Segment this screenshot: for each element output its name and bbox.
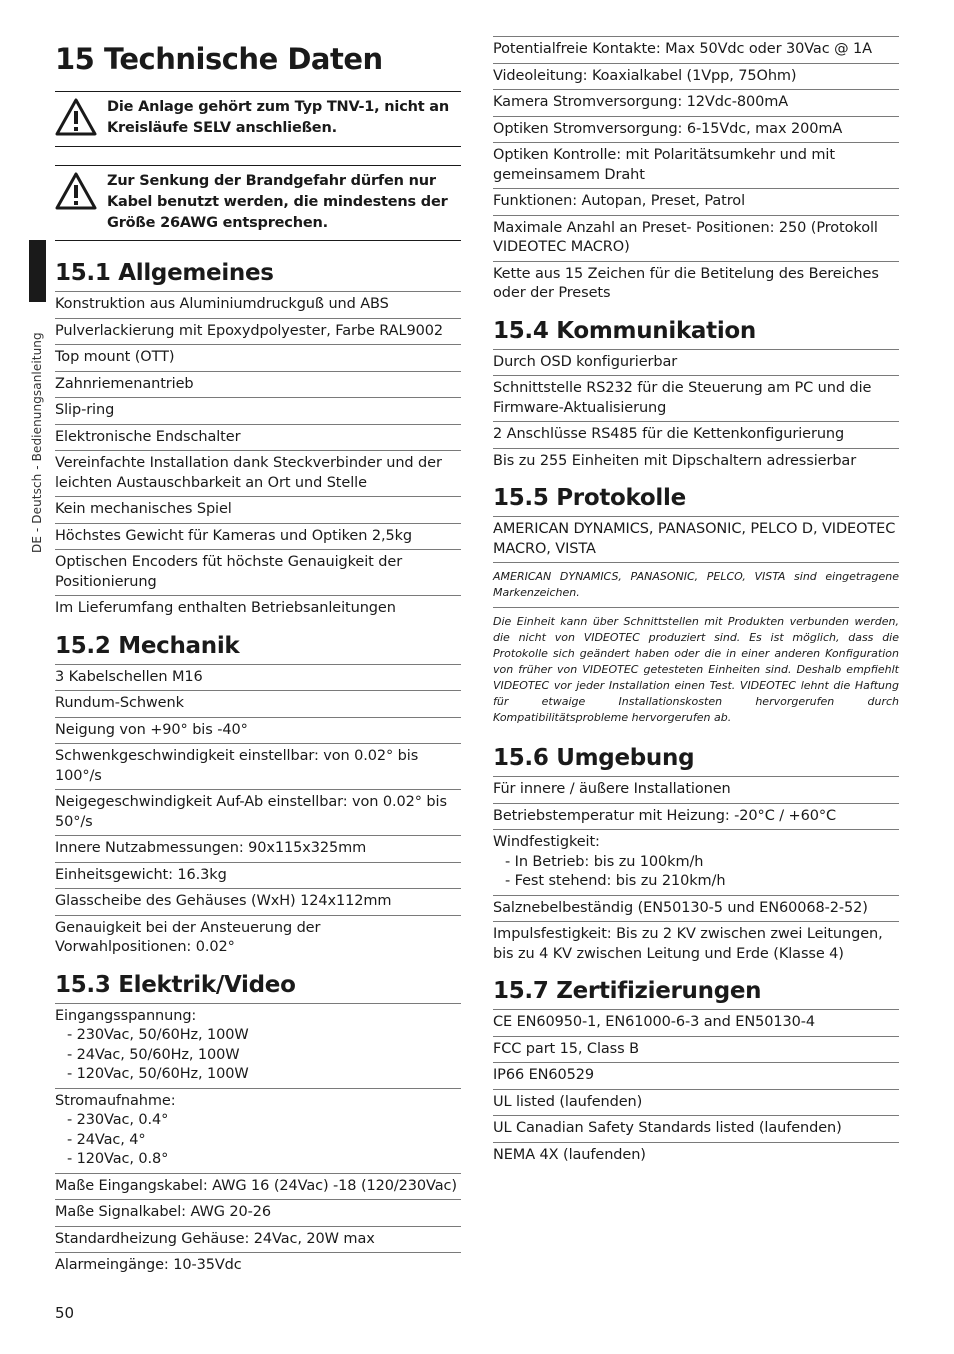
side-language-label: DE - Deutsch - Bedienungsanleitung xyxy=(30,332,44,553)
page-title: 15 Technische Daten xyxy=(55,42,383,76)
list-item: Funktionen: Autopan, Preset, Patrol xyxy=(493,189,899,216)
side-tab-marker xyxy=(29,240,46,302)
warning-text: Zur Senkung der Brandgefahr dürfen nur Kabel benutzt werden, die mindestens der Größe 26AWG entsprechen. xyxy=(107,173,448,231)
list-item-label: Windfestigkeit: xyxy=(493,834,600,850)
list-item: Schwenkgeschwindigkeit einstellbar: von 0.02° bis 100°/s xyxy=(55,744,461,790)
list-item: IP66 EN60529 xyxy=(493,1063,899,1090)
list-item: Pulverlackierung mit Epoxydpolyester, Farbe RAL9002 xyxy=(55,319,461,346)
sub-item: - 120Vac, 50/60Hz, 100W xyxy=(55,1065,461,1085)
sub-item: - Fest stehend: bis zu 210km/h xyxy=(493,872,899,892)
compatibility-note: Die Einheit kann über Schnittstellen mit Produkten verbunden werden, die nicht von VIDEOTEC produziert sind. Es ist möglich, dass die Protokolle sich geändert haben oder die in einer anderen Konfiguration von früher von VIDEOTEC getesteten Einheiten sind. Deshalb empfiehlt VIDEOTEC vor jeder Installation einen Test. VIDEOTEC lehnt die Haftung für etwaige Installationskosten hervorgerufen durch Kompatibilitätsprobleme hervorgerufen ab. xyxy=(493,615,899,724)
list-item: Maße Signalkabel: AWG 20-26 xyxy=(55,1200,461,1227)
page-number: 50 xyxy=(55,1304,75,1322)
list-item: Einheitsgewicht: 16.3kg xyxy=(55,863,461,890)
list-item: Zahnriemenantrieb xyxy=(55,372,461,399)
list-item: Neigegeschwindigkeit Auf-Ab einstellbar: von 0.02° bis 50°/s xyxy=(55,790,461,836)
sub-item: - In Betrieb: bis zu 100km/h xyxy=(493,853,899,873)
right-column xyxy=(493,36,899,1168)
list-item: Slip-ring xyxy=(55,398,461,425)
umgebung-list xyxy=(493,777,899,967)
warning-text: Die Anlage gehört zum Typ TNV-1, nicht an Kreisläufe SELV anschließen. xyxy=(107,99,450,136)
list-item-label: Stromaufnahme: xyxy=(55,1092,176,1109)
list-item: Höchstes Gewicht für Kameras und Optiken 2,5kg xyxy=(55,524,461,551)
list-item xyxy=(493,830,899,896)
elektrik-list xyxy=(55,1004,461,1279)
list-item: Elektronische Endschalter xyxy=(55,425,461,452)
list-item: Optiken Stromversorgung: 6-15Vdc, max 200mA xyxy=(493,117,899,144)
list-item: Maximale Anzahl an Preset- Positionen: 250 (Protokoll VIDEOTEC MACRO) xyxy=(493,216,899,262)
list-item: Rundum-Schwenk xyxy=(55,691,461,718)
list-item: Videoleitung: Koaxialkabel (1Vpp, 75Ohm) xyxy=(493,64,899,91)
sub-item: - 230Vac, 0.4° xyxy=(55,1111,461,1131)
warning-triangle-icon xyxy=(55,97,99,140)
zertifizierungen-list xyxy=(493,1010,899,1168)
list-item: Alarmeingänge: 10-35Vdc xyxy=(55,1257,242,1273)
list-item: UL listed (laufenden) xyxy=(493,1090,899,1117)
elektrik-continued-list xyxy=(493,36,899,307)
list-item: Potentialfreie Kontakte: Max 50Vdc oder 30Vac @ 1A xyxy=(493,37,899,64)
list-item: Impulsfestigkeit: Bis zu 2 KV zwischen zwei Leitungen, bis zu 4 KV zwischen Leitung und Erde (Klasse 4) xyxy=(493,926,883,962)
trademark-note: AMERICAN DYNAMICS, PANASONIC, PELCO, VISTA sind eingetragene Markenzeichen. xyxy=(493,563,899,608)
list-item: Kamera Stromversorgung: 12Vdc-800mA xyxy=(493,90,899,117)
list-item: Für innere / äußere Installationen xyxy=(493,777,899,804)
sub-item: - 24Vac, 4° xyxy=(55,1131,461,1151)
list-item: AMERICAN DYNAMICS, PANASONIC, PELCO D, VIDEOTEC MACRO, VISTA xyxy=(493,517,899,563)
mechanik-list xyxy=(55,665,461,961)
sub-item: - 230Vac, 50/60Hz, 100W xyxy=(55,1026,461,1046)
section-heading-zertifizierungen: 15.7 Zertifizierungen xyxy=(493,967,899,1010)
list-item: NEMA 4X (laufenden) xyxy=(493,1146,646,1163)
list-item: Schnittstelle RS232 für die Steuerung am PC und die Firmware-Aktualisierung xyxy=(493,376,899,422)
allgemeines-list xyxy=(55,292,461,622)
list-item: Top mount (OTT) xyxy=(55,345,461,372)
list-item: Salznebelbeständig (EN50130-5 und EN60068-2-52) xyxy=(493,896,899,923)
sub-item: - 120Vac, 0.8° xyxy=(55,1150,461,1170)
list-item xyxy=(55,1004,461,1089)
list-item-label: Eingangsspannung: xyxy=(55,1007,197,1024)
list-item: Kein mechanisches Spiel xyxy=(55,497,461,524)
list-item: 3 Kabelschellen M16 xyxy=(55,665,461,692)
list-item: Glasscheibe des Gehäuses (WxH) 124x112mm xyxy=(55,889,461,916)
sub-item: - 24Vac, 50/60Hz, 100W xyxy=(55,1046,461,1066)
list-item: Optiken Kontrolle: mit Polaritätsumkehr und mit gemeinsamem Draht xyxy=(493,143,899,189)
protokolle-list xyxy=(493,517,899,563)
list-item: Durch OSD konfigurierbar xyxy=(493,350,899,377)
list-item: CE EN60950-1, EN61000-6-3 and EN50130-4 xyxy=(493,1010,899,1037)
section-heading-protokolle: 15.5 Protokolle xyxy=(493,474,899,517)
warning-box xyxy=(55,165,461,241)
list-item: Maße Eingangskabel: AWG 16 (24Vac) -18 (120/230Vac) xyxy=(55,1174,461,1201)
section-heading-umgebung: 15.6 Umgebung xyxy=(493,734,899,777)
section-heading-allgemeines: 15.1 Allgemeines xyxy=(55,259,461,292)
warning-triangle-icon xyxy=(55,171,99,214)
list-item: Innere Nutzabmessungen: 90x115x325mm xyxy=(55,836,461,863)
list-item: FCC part 15, Class B xyxy=(493,1037,899,1064)
list-item: Kette aus 15 Zeichen für die Betitelung des Bereiches oder der Presets xyxy=(493,265,879,301)
list-item: Standardheizung Gehäuse: 24Vac, 20W max xyxy=(55,1227,461,1254)
warning-box xyxy=(55,91,461,147)
section-heading-elektrik: 15.3 Elektrik/Video xyxy=(55,961,461,1004)
list-item: Im Lieferumfang enthalten Betriebsanleitungen xyxy=(55,600,396,616)
list-item: Betriebstemperatur mit Heizung: -20°C / +60°C xyxy=(493,804,899,831)
list-item xyxy=(55,1089,461,1174)
list-item: Vereinfachte Installation dank Steckverbinder und der leichten Austauschbarkeit an Ort und Stelle xyxy=(55,451,461,497)
list-item: Bis zu 255 Einheiten mit Dipschaltern adressierbar xyxy=(493,452,857,469)
list-item: UL Canadian Safety Standards listed (laufenden) xyxy=(493,1116,899,1143)
section-heading-mechanik: 15.2 Mechanik xyxy=(55,622,461,665)
list-item: Optischen Encoders füt höchste Genauigkeit der Positionierung xyxy=(55,550,461,596)
left-column xyxy=(55,36,461,1279)
kommunikation-list xyxy=(493,350,899,475)
list-item: Neigung von +90° bis -40° xyxy=(55,718,461,745)
list-item: Konstruktion aus Aluminiumdruckguß und ABS xyxy=(55,292,461,319)
list-item: 2 Anschlüsse RS485 für die Kettenkonfigurierung xyxy=(493,422,899,449)
section-heading-kommunikation: 15.4 Kommunikation xyxy=(493,307,899,350)
list-item: Genauigkeit bei der Ansteuerung der Vorwahlpositionen: 0.02° xyxy=(55,919,321,955)
